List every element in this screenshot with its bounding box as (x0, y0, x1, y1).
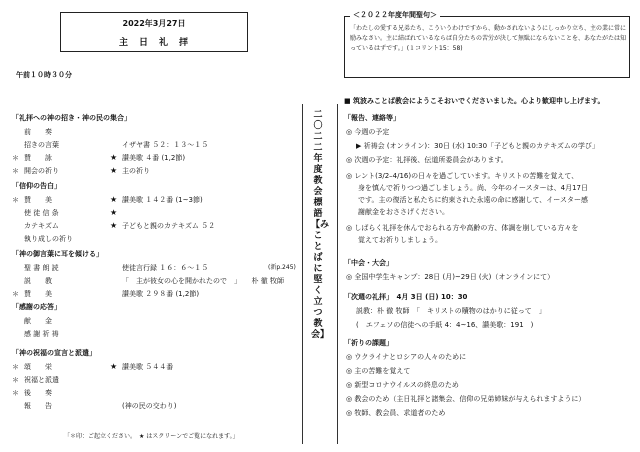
report-item: ◎ しばらく礼拝を休んでおられる方や高齢の方、体調を崩している方々を (346, 224, 579, 232)
standing-mark: ＊ (12, 196, 19, 204)
order-item-detail: イザヤ書 ５２：１３～１５ (122, 141, 209, 149)
welcome-message: ■ 筑波みことば教会にようこそおいでくださいました。心より歓迎申し上げます。 (344, 97, 605, 105)
screen-star: ★ (110, 221, 118, 230)
report-item: 謝献金をおささげください。 (358, 208, 449, 216)
next-scripture: ( エフェソの信徒への手紙 4：4~16、讃美歌：191 ) (356, 321, 534, 329)
order-item-detail: (神の民の交わり) (122, 402, 177, 410)
standing-mark: ＊ (12, 167, 19, 175)
screen-star: ★ (110, 208, 118, 217)
order-item-label: 説 教 (24, 277, 52, 285)
report-item: 覚えてお祈りしましょう。 (358, 236, 442, 244)
prayer-item: ◎ 新型コロナウイルスの終息のため (346, 381, 459, 389)
section-heading: 「礼拝への神の招き・神の民の集合」 (12, 114, 131, 122)
verse-text: 「わたしの愛する兄弟たち、こういうわけですから、動かされないようにしっかり立ち、主の業に常に励みなさい。主に結ばれているならば自分たちの苦労が決して無駄にならないことを、あなたがたは知っているはずです。」(１コリント15：58) (350, 25, 627, 52)
screen-star: ★ (110, 153, 118, 162)
order-item-detail: 讃美歌 ５４４番 (122, 363, 174, 371)
order-item-detail: 讃美歌 ２９８番 (1,2節) (122, 290, 200, 298)
order-item-label: 感 謝 祈 祷 (24, 330, 59, 338)
prayer-item: ◎ 牧師、教会員、求道者のため (346, 409, 446, 417)
prayer-title: 「祈りの課題」 (344, 339, 393, 347)
report-item: ◎ 今週の予定 (346, 128, 390, 136)
service-time: 午前１０時３０分 (16, 71, 72, 79)
order-item-label: 聖 書 朗 読 (24, 264, 59, 272)
standing-mark: ＊ (12, 290, 19, 298)
verse-title: ＜２０２２年度年間聖句＞ (350, 10, 440, 20)
report-item: ◎ 次週の予定：礼拝後、伝道所委員会があります。 (346, 156, 508, 164)
standing-mark: ＊ (12, 154, 19, 162)
order-item-detail: 讃美歌 １４２番 (1~3節) (122, 196, 203, 204)
order-item-label: 前 奏 (24, 128, 52, 136)
next-service-title: 「次週の礼拝」 4月 3日 (日) 10：30 (344, 293, 468, 301)
section-heading: 「神の御言葉に耳を傾ける」 (12, 250, 103, 258)
order-item-label: 賛 美 (24, 196, 52, 204)
standing-mark: ＊ (12, 389, 19, 397)
order-item-label: 招きの言葉 (24, 141, 59, 149)
order-item-label: 献 金 (24, 317, 52, 325)
order-item-label: 報 告 (24, 402, 52, 410)
standing-mark: ＊ (12, 376, 19, 384)
order-item-label: 後 奏 (24, 389, 52, 397)
prayer-item: ◎ 主の苦難を覚えて (346, 367, 411, 375)
order-item-label: 執り成しの祈り (24, 235, 73, 243)
title-box (60, 12, 248, 52)
section-heading: 「感謝の応答」 (12, 303, 61, 311)
standing-mark: ＊ (12, 363, 19, 371)
chukai-title: 「中会・大会」 (344, 259, 393, 267)
report-title: 「報告、連絡等」 (344, 114, 400, 122)
section-heading: 「信仰の告白」 (12, 182, 61, 190)
prayer-item: ◎ ウクライナとロシアの人々のために (346, 353, 467, 361)
order-item-detail: 「 主が彼女の心を開かれたので 」 朴 徹 牧師 (122, 277, 284, 285)
church-motto: 二〇二二年度 教会標語 【みことばに堅く立つ教会】 (311, 110, 332, 340)
order-item-detail: 主の祈り (122, 167, 150, 175)
order-item-label: 祝福と派遣 (24, 376, 59, 384)
order-item-detail: 子どもと親のカテキズム ５２ (122, 222, 216, 230)
service-date: 2022年3月27日 (122, 19, 186, 28)
report-item: 身を慎んで祈りつつ過ごしましょう。尚、今年のイースターは、4月17日 (358, 184, 589, 192)
page-reference: (新p.245) (268, 264, 296, 271)
section-heading: 「神の祝福の宣言と派遣」 (12, 349, 96, 357)
divider-left (302, 104, 303, 444)
order-item-label: 頌 栄 (24, 363, 52, 371)
report-item: ◎ レント(3/2–4/16)の日々を過ごしています。キリストの苦難を覚えて、 (346, 172, 579, 180)
order-item-label: カテキズム (24, 222, 59, 230)
order-item-detail: 讃美歌 ４番 (1,2節) (122, 154, 186, 162)
screen-star: ★ (110, 166, 118, 175)
order-item-detail: 使徒言行録 １６：６～１５ (122, 264, 209, 272)
order-item-label: 賛 詠 (24, 154, 52, 162)
report-item: ▶ 祈祷会 (オンライン)：30日 (水) 10:30「子どもと親のカテキズムの学び」 (356, 142, 599, 150)
next-sermon: 説教：朴 徹 牧師 「 キリストの贖物のはかりに従って 」 (356, 307, 546, 315)
chukai-item: ◎ 全国中学生キャンプ：28日 (月)~29日 (火)（オンラインにて） (346, 273, 555, 281)
screen-star: ★ (110, 362, 118, 371)
divider-right (337, 104, 338, 444)
report-item: です。主の復活と私たちに約束された永遠の命に感謝して、イースター感 (358, 196, 588, 204)
screen-star: ★ (110, 195, 118, 204)
prayer-item: ◎ 教会のため（主日礼拝と諸集会、信仰の兄弟姉妹が与えられますように） (346, 395, 586, 403)
order-item-label: 開会の祈り (24, 167, 59, 175)
order-item-label: 賛 美 (24, 290, 52, 298)
service-name: 主 日 礼 拝 (118, 38, 189, 48)
footer-note: 「＊印：ご起立ください。 ★ はスクリーンでご覧になれます。」 (64, 433, 239, 440)
order-item-label: 使 徒 信 条 (24, 209, 59, 217)
